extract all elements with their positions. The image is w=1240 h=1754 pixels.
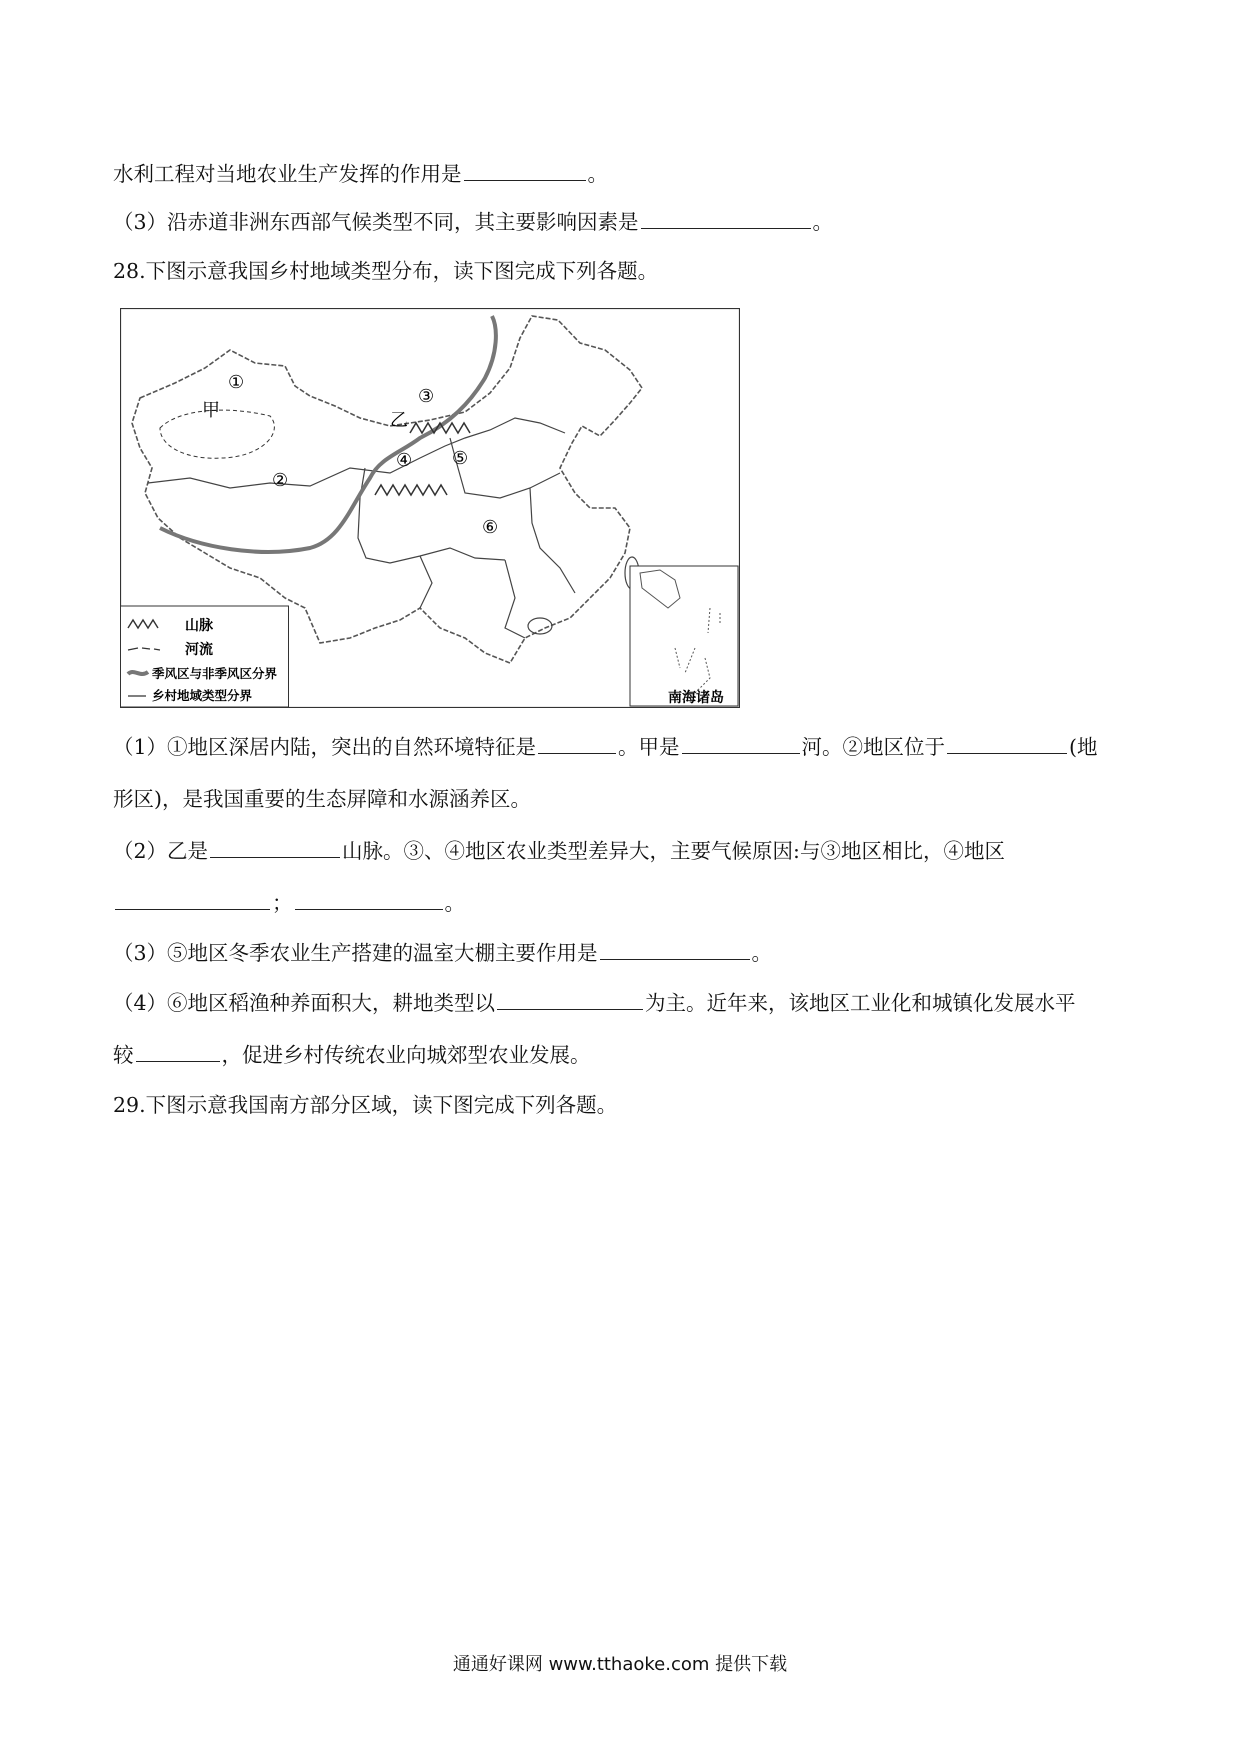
text-line-10: 较 ，促进乡村传统农业向城郊型农业发展。 xyxy=(113,1043,591,1067)
answer-blank[interactable] xyxy=(682,735,800,754)
answer-blank[interactable] xyxy=(115,891,270,910)
label-region-2: ② xyxy=(272,470,289,491)
label-region-4: ④ xyxy=(396,450,413,471)
legend-monsoon: 季风区与非季风区分界 xyxy=(152,666,278,681)
answer-blank[interactable] xyxy=(136,1043,220,1062)
legend-mountain: 山脉 xyxy=(185,618,213,634)
south-china-sea-inset xyxy=(630,566,738,706)
answer-blank[interactable] xyxy=(295,891,443,910)
legend-river: 河流 xyxy=(185,642,213,658)
answer-blank[interactable] xyxy=(210,839,340,858)
label-region-5: ⑤ xyxy=(452,448,469,469)
answer-blank[interactable] xyxy=(641,210,811,229)
label-jia: 甲 xyxy=(202,400,220,421)
text-line-2: （3）沿赤道非洲东西部气候类型不同，其主要影响因素是 。 xyxy=(113,210,834,234)
label-region-1: ① xyxy=(228,372,245,393)
answer-blank[interactable] xyxy=(464,162,586,181)
text-line-9: （4）⑥地区稻渔种养面积大，耕地类型以 为主。近年来，该地区工业化和城镇化发展水平 xyxy=(113,991,1076,1015)
answer-blank[interactable] xyxy=(538,735,616,754)
question-28-heading: 28.下图示意我国乡村地域类型分布，读下图完成下列各题。 xyxy=(113,259,659,283)
text-line-4: （1）①地区深居内陆，突出的自然环境特征是 。甲是 河。②地区位于 (地 xyxy=(113,735,1098,759)
china-rural-map xyxy=(120,308,740,708)
label-yi: 乙 xyxy=(390,410,408,431)
question-29-heading: 29.下图示意我国南方部分区域，读下图完成下列各题。 xyxy=(113,1093,618,1117)
answer-blank[interactable] xyxy=(947,735,1067,754)
text-line-1: 水利工程对当地农业生产发挥的作用是 。 xyxy=(113,162,608,186)
monsoon-legend-icon xyxy=(128,672,148,674)
legend-rural: 乡村地域类型分界 xyxy=(152,688,253,703)
inset-label: 南海诸岛 xyxy=(668,690,724,706)
answer-blank[interactable] xyxy=(600,941,750,960)
text-line-5: 形区)，是我国重要的生态屏障和水源涵养区。 xyxy=(113,787,531,811)
answer-blank[interactable] xyxy=(497,991,643,1010)
text-line-6: （2）乙是 山脉。③、④地区农业类型差异大，主要气候原因:与③地区相比，④地区 xyxy=(113,839,1005,863)
label-region-6: ⑥ xyxy=(482,517,499,538)
text-line-8: （3）⑤地区冬季农业生产搭建的温室大棚主要作用是 。 xyxy=(113,941,773,965)
text-line-7: ； 。 xyxy=(113,889,465,917)
label-region-3: ③ xyxy=(418,386,435,407)
page-footer: 通通好课网 www.tthaoke.com 提供下载 xyxy=(452,1654,788,1675)
